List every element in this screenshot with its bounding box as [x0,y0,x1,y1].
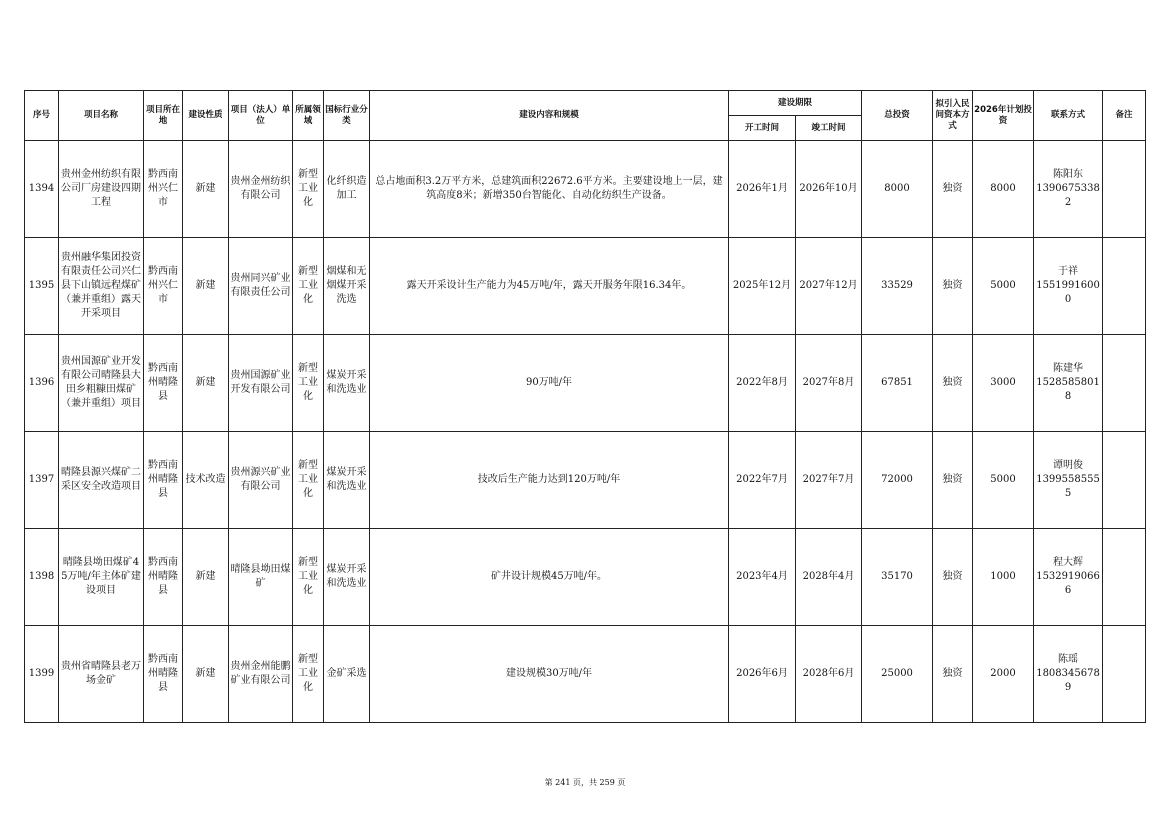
table-row [25,238,1146,335]
cell-end: 2027年8月 [796,335,862,432]
cell-industry: 煤炭开采和洗选业 [324,529,370,626]
cell-content: 建设规模30万吨/年 [370,626,729,723]
cell-name: 晴隆县坳田煤矿45万吨/年主体矿建设项目 [59,529,144,626]
cell-nature: 新建 [183,626,229,723]
cell-content: 总占地面积3.2万平方米，总建筑面积22672.6平方米。主要建设地上一层，建筑高度8米；新增350台智能化、自动化纺织生产设备。 [370,141,729,238]
cell-end: 2028年4月 [796,529,862,626]
cell-location: 黔西南州晴隆县 [144,529,183,626]
cell-total: 25000 [862,626,933,723]
cell-unit: 贵州金州纺织有限公司 [229,141,293,238]
header-name: 项目名称 [59,91,144,141]
cell-field: 新型工业化 [293,141,324,238]
cell-capital-mode: 独资 [933,141,973,238]
cell-content: 90万吨/年 [370,335,729,432]
contact-phone: 13995585555 [1036,474,1100,499]
cell-unit: 贵州源兴矿业有限公司 [229,432,293,529]
cell-location: 黔西南州兴仁市 [144,238,183,335]
contact-phone: 13906753382 [1036,183,1100,208]
cell-end: 2026年10月 [796,141,862,238]
header-row [25,91,1146,116]
cell-content: 技改后生产能力达到120万吨/年 [370,432,729,529]
cell-start: 2025年12月 [729,238,796,335]
cell-field: 新型工业化 [293,335,324,432]
cell-total: 72000 [862,432,933,529]
cell-remark [1103,335,1146,432]
cell-remark [1103,626,1146,723]
cell-start: 2026年1月 [729,141,796,238]
cell-contact [1034,141,1103,238]
table-row [25,141,1146,238]
cell-location: 黔西南州兴仁市 [144,141,183,238]
header-plan2026: 2026年计划投资 [973,91,1034,141]
cell-seq: 1399 [25,626,59,723]
cell-seq: 1395 [25,238,59,335]
cell-nature: 新建 [183,141,229,238]
cell-start: 2022年8月 [729,335,796,432]
cell-nature: 新建 [183,335,229,432]
header-remark: 备注 [1103,91,1146,141]
cell-location: 黔西南州晴隆县 [144,626,183,723]
cell-field: 新型工业化 [293,432,324,529]
cell-name: 贵州金州纺织有限公司厂房建设四期工程 [59,141,144,238]
cell-name: 贵州国源矿业开发有限公司晴隆县大田乡粗糠田煤矿（兼并重组）项目 [59,335,144,432]
cell-field: 新型工业化 [293,238,324,335]
contact-name: 于祥 [1058,266,1079,277]
cell-seq: 1397 [25,432,59,529]
cell-unit: 晴隆县坳田煤矿 [229,529,293,626]
cell-plan2026: 5000 [973,238,1034,335]
cell-remark [1103,141,1146,238]
cell-remark [1103,238,1146,335]
contact-phone: 15329190666 [1036,571,1100,596]
header-contact: 联系方式 [1034,91,1103,141]
cell-location: 黔西南州晴隆县 [144,432,183,529]
cell-total: 8000 [862,141,933,238]
header-period: 建设期限 [729,91,862,116]
cell-start: 2022年7月 [729,432,796,529]
cell-unit: 贵州同兴矿业有限责任公司 [229,238,293,335]
table-row [25,529,1146,626]
cell-plan2026: 8000 [973,141,1034,238]
cell-end: 2027年7月 [796,432,862,529]
contact-name: 陈阳东 [1053,169,1084,180]
header-total: 总投资 [862,91,933,141]
cell-industry: 煤炭开采和洗选业 [324,335,370,432]
cell-seq: 1394 [25,141,59,238]
cell-capital-mode: 独资 [933,335,973,432]
header-seq: 序号 [25,91,59,141]
cell-contact [1034,529,1103,626]
cell-total: 33529 [862,238,933,335]
cell-total: 35170 [862,529,933,626]
cell-nature: 新建 [183,238,229,335]
cell-field: 新型工业化 [293,529,324,626]
cell-field: 新型工业化 [293,626,324,723]
cell-plan2026: 2000 [973,626,1034,723]
cell-seq: 1396 [25,335,59,432]
cell-capital-mode: 独资 [933,238,973,335]
cell-industry: 烟煤和无烟煤开采洗选 [324,238,370,335]
header-content: 建设内容和规模 [370,91,729,141]
cell-total: 67851 [862,335,933,432]
cell-contact [1034,238,1103,335]
project-table [24,90,1146,723]
cell-plan2026: 1000 [973,529,1034,626]
header-industry: 国标行业分类 [324,91,370,141]
table-row [25,432,1146,529]
cell-capital-mode: 独资 [933,529,973,626]
cell-plan2026: 5000 [973,432,1034,529]
cell-contact [1034,432,1103,529]
cell-capital-mode: 独资 [933,432,973,529]
page-footer: 第 241 页，共 259 页 [544,778,626,787]
contact-name: 程大辉 [1053,557,1084,568]
contact-name: 陈建华 [1053,363,1084,374]
cell-name: 贵州省晴隆县老万场金矿 [59,626,144,723]
cell-plan2026: 3000 [973,335,1034,432]
cell-capital-mode: 独资 [933,626,973,723]
cell-remark [1103,432,1146,529]
cell-unit: 贵州金州能鹏矿业有限公司 [229,626,293,723]
header-field: 所属领域 [293,91,324,141]
header-unit: 项目（法人）单位 [229,91,293,141]
contact-phone: 15285858018 [1036,377,1100,402]
contact-name: 陈瑶 [1058,654,1079,665]
cell-end: 2028年6月 [796,626,862,723]
header-capital-mode: 拟引入民间资本方式 [933,91,973,141]
cell-nature: 技术改造 [183,432,229,529]
cell-contact [1034,626,1103,723]
header-end: 竣工时间 [796,116,862,141]
cell-start: 2023年4月 [729,529,796,626]
cell-name: 晴隆县源兴煤矿二采区安全改造项目 [59,432,144,529]
header-nature: 建设性质 [183,91,229,141]
header-start: 开工时间 [729,116,796,141]
contact-phone: 18083456789 [1036,668,1100,693]
cell-end: 2027年12月 [796,238,862,335]
cell-industry: 煤炭开采和洗选业 [324,432,370,529]
cell-seq: 1398 [25,529,59,626]
table-row [25,626,1146,723]
cell-contact [1034,335,1103,432]
cell-name: 贵州融华集团投资有限责任公司兴仁县下山镇远程煤矿（兼并重组）露天开采项目 [59,238,144,335]
cell-unit: 贵州国源矿业开发有限公司 [229,335,293,432]
cell-industry: 化纤织造加工 [324,141,370,238]
table-row [25,335,1146,432]
cell-content: 矿井设计规模45万吨/年。 [370,529,729,626]
cell-industry: 金矿采选 [324,626,370,723]
cell-remark [1103,529,1146,626]
cell-start: 2026年6月 [729,626,796,723]
cell-nature: 新建 [183,529,229,626]
cell-content: 露天开采设计生产能力为45万吨/年，露天开服务年限16.34年。 [370,238,729,335]
header-location: 项目所在地 [144,91,183,141]
contact-phone: 15519916000 [1036,280,1100,305]
contact-name: 谭明俊 [1053,460,1084,471]
cell-location: 黔西南州晴隆县 [144,335,183,432]
